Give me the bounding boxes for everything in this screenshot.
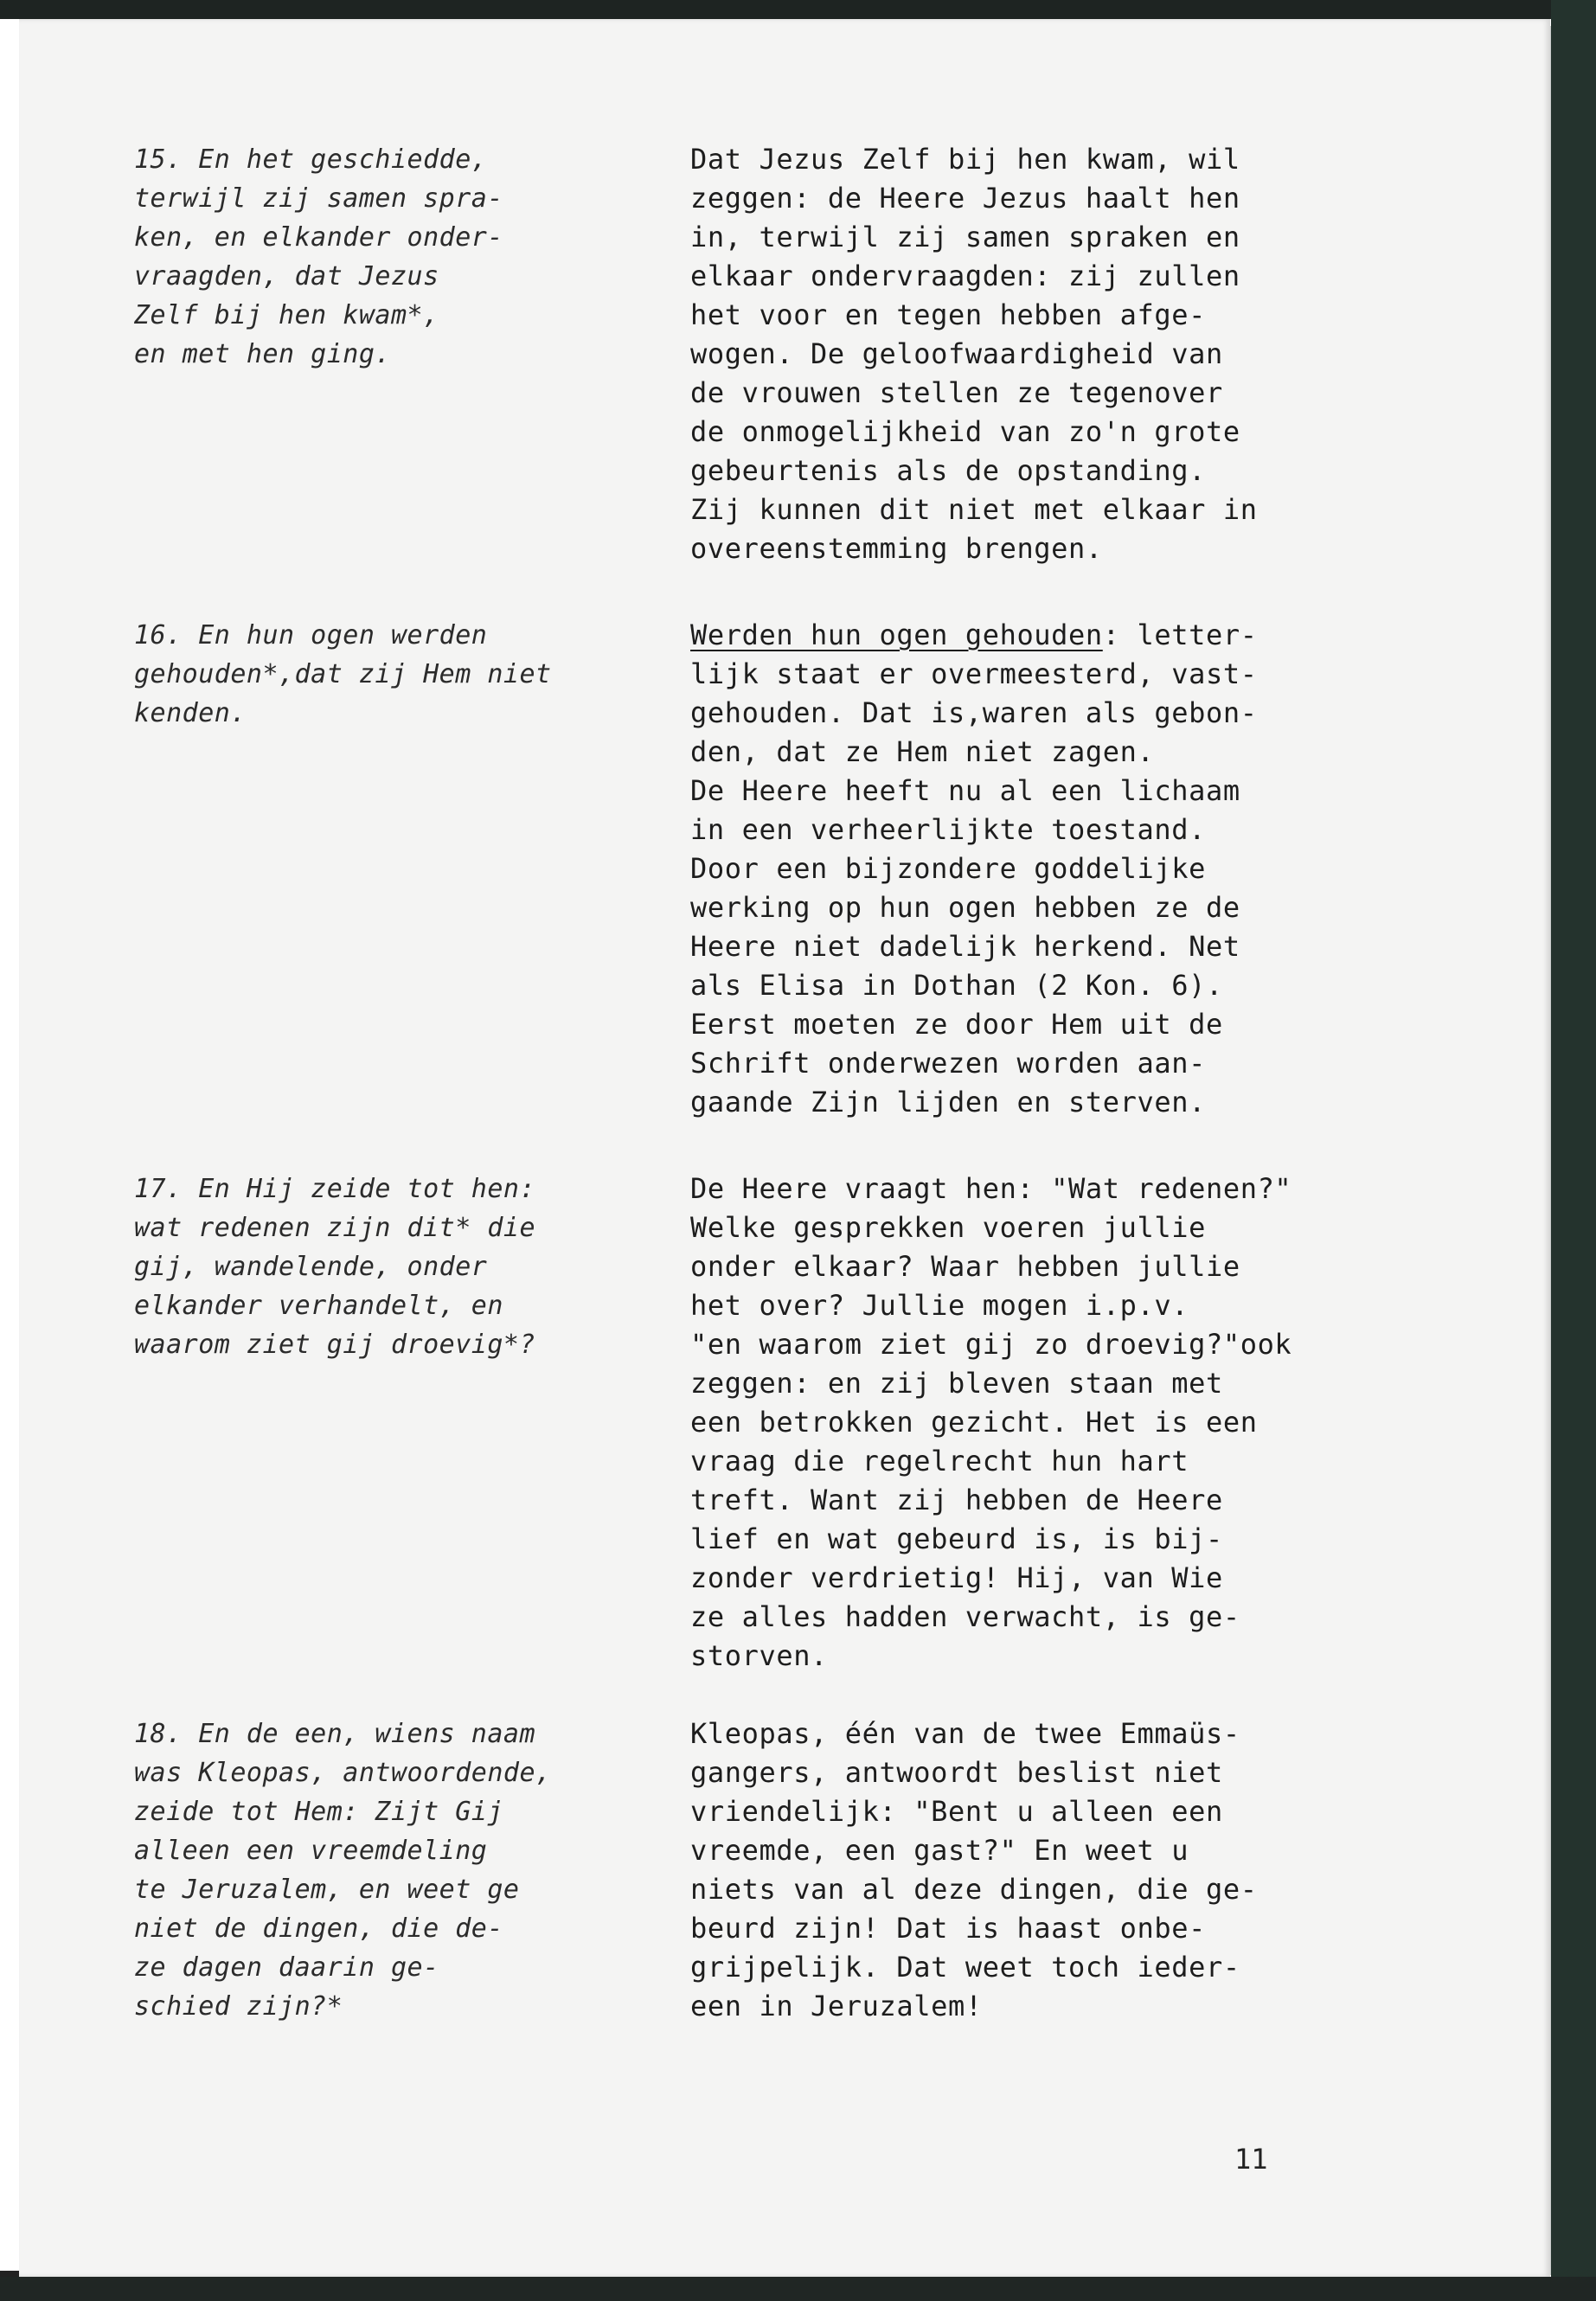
commentary-text <box>690 140 1486 568</box>
comment-line: Welke gesprekken voeren jullie <box>690 1211 1206 1244</box>
comment-line: Kleopas, één van de twee Emmaüs- <box>690 1717 1240 1750</box>
verse-line: schied zijn?* <box>134 1991 343 2022</box>
verse-line: alleen een vreemdeling <box>134 1836 488 1866</box>
verse-line: gehouden*,dat zij Hem niet <box>134 659 552 689</box>
comment-line: zonder verdrietig! Hij, van Wie <box>690 1561 1223 1594</box>
verse-line: wat redenen zijn dit* die <box>134 1213 536 1243</box>
verse-line: 17. En Hij zeide tot hen: <box>134 1174 536 1204</box>
verse-line: terwijl zij samen spra- <box>134 183 503 214</box>
comment-line: Zij kunnen dit niet met elkaar in <box>690 493 1258 526</box>
verse-line: waarom ziet gij droevig*? <box>134 1330 536 1360</box>
verse-line: 18. En de een, wiens naam <box>134 1719 536 1749</box>
comment-line: lijk staat er overmeesterd, vast- <box>690 657 1258 690</box>
verse-line: zeide tot Hem: Zijt Gij <box>134 1797 503 1827</box>
verse-line: Zelf bij hen kwam*, <box>134 300 439 330</box>
comment-line: een in Jeruzalem! <box>690 1990 983 2022</box>
comment-line: gehouden. Dat is,waren als gebon- <box>690 696 1258 729</box>
comment-line: niets van al deze dingen, die ge- <box>690 1873 1258 1906</box>
comment-line <box>690 616 1486 655</box>
comment-line: een betrokken gezicht. Het is een <box>690 1406 1258 1439</box>
verse-line: 15. En het geschiedde, <box>134 144 488 175</box>
comment-line: in een verheerlijkte toestand. <box>690 813 1206 846</box>
commentary-text <box>690 1715 1486 2026</box>
comment-line: gangers, antwoordt beslist niet <box>690 1756 1223 1789</box>
comment-line: Eerst moeten ze door Hem uit de <box>690 1008 1223 1041</box>
comment-line: "en waarom ziet gij zo droevig?"ook <box>690 1328 1292 1361</box>
comment-line: beurd zijn! Dat is haast onbe- <box>690 1912 1206 1945</box>
comment-line: elkaar ondervraagden: zij zullen <box>690 260 1240 292</box>
comment-line: den, dat ze Hem niet zagen. <box>690 735 1155 768</box>
comment-line: treft. Want zij hebben de Heere <box>690 1484 1223 1516</box>
book-binding <box>1551 0 1596 2301</box>
verse-text <box>134 616 688 733</box>
verse-text <box>134 1170 688 1364</box>
verse-line: vraagden, dat Jezus <box>134 261 439 292</box>
comment-line: in, terwijl zij samen spraken en <box>690 221 1240 253</box>
comment-line: als Elisa in Dothan (2 Kon. 6). <box>690 969 1223 1002</box>
scan-border-top <box>0 0 1596 19</box>
scan-border-bottom <box>0 2277 1596 2301</box>
commentary-text <box>690 1170 1486 1676</box>
comment-line: wogen. De geloofwaardigheid van <box>690 337 1223 370</box>
comment-line: het voor en tegen hebben afge- <box>690 298 1206 331</box>
verse-line: kenden. <box>134 698 247 728</box>
verse-line: te Jeruzalem, en weet ge <box>134 1875 520 1905</box>
comment-line: ze alles hadden verwacht, is ge- <box>690 1600 1240 1633</box>
comment-line: gaande Zijn lijden en sterven. <box>690 1086 1206 1118</box>
comment-line: de onmogelijkheid van zo'n grote <box>690 415 1240 448</box>
comment-line: lief en wat gebeurd is, is bij- <box>690 1522 1223 1555</box>
comment-line: werking op hun ogen hebben ze de <box>690 891 1240 924</box>
verse-line: was Kleopas, antwoordende, <box>134 1758 552 1788</box>
comment-line: vraag die regelrecht hun hart <box>690 1445 1189 1477</box>
verse-line: ken, en elkander onder- <box>134 222 503 253</box>
comment-line: vriendelijk: "Bent u alleen een <box>690 1795 1223 1828</box>
underlined-phrase: Werden hun ogen gehouden <box>690 619 1103 651</box>
document-page <box>19 19 1550 2277</box>
verse-text <box>134 140 688 374</box>
verse-line: niet de dingen, die de- <box>134 1913 503 1944</box>
verse-line: elkander verhandelt, en <box>134 1291 503 1321</box>
comment-line: onder elkaar? Waar hebben jullie <box>690 1250 1240 1283</box>
comment-line: Dat Jezus Zelf bij hen kwam, wil <box>690 143 1240 176</box>
comment-line: grijpelijk. Dat weet toch ieder- <box>690 1951 1240 1984</box>
verse-text <box>134 1715 688 2026</box>
verse-line: 16. En hun ogen werden <box>134 620 488 651</box>
comment-line: Schrift onderwezen worden aan- <box>690 1047 1206 1080</box>
comment-line: zeggen: en zij bleven staan met <box>690 1367 1223 1400</box>
comment-line: De Heere vraagt hen: "Wat redenen?" <box>690 1172 1292 1205</box>
comment-fragment: : letter- <box>1102 619 1258 651</box>
comment-line: storven. <box>690 1639 828 1672</box>
comment-line: de vrouwen stellen ze tegenover <box>690 376 1223 409</box>
comment-line: vreemde, een gast?" En weet u <box>690 1834 1189 1867</box>
commentary-text <box>690 616 1486 1122</box>
comment-line: het over? Jullie mogen i.p.v. <box>690 1289 1189 1322</box>
verse-line: gij, wandelende, onder <box>134 1252 488 1282</box>
comment-line: overeenstemming brengen. <box>690 532 1103 565</box>
comment-line: gebeurtenis als de opstanding. <box>690 454 1206 487</box>
page-number: 11 <box>1234 2143 1268 2176</box>
verse-line: ze dagen daarin ge- <box>134 1952 439 1983</box>
comment-line: Heere niet dadelijk herkend. Net <box>690 930 1240 963</box>
verse-line: en met hen ging. <box>134 339 391 369</box>
comment-line: zeggen: de Heere Jezus haalt hen <box>690 182 1240 215</box>
comment-line: De Heere heeft nu al een lichaam <box>690 774 1240 807</box>
comment-line: Door een bijzondere goddelijke <box>690 852 1206 885</box>
